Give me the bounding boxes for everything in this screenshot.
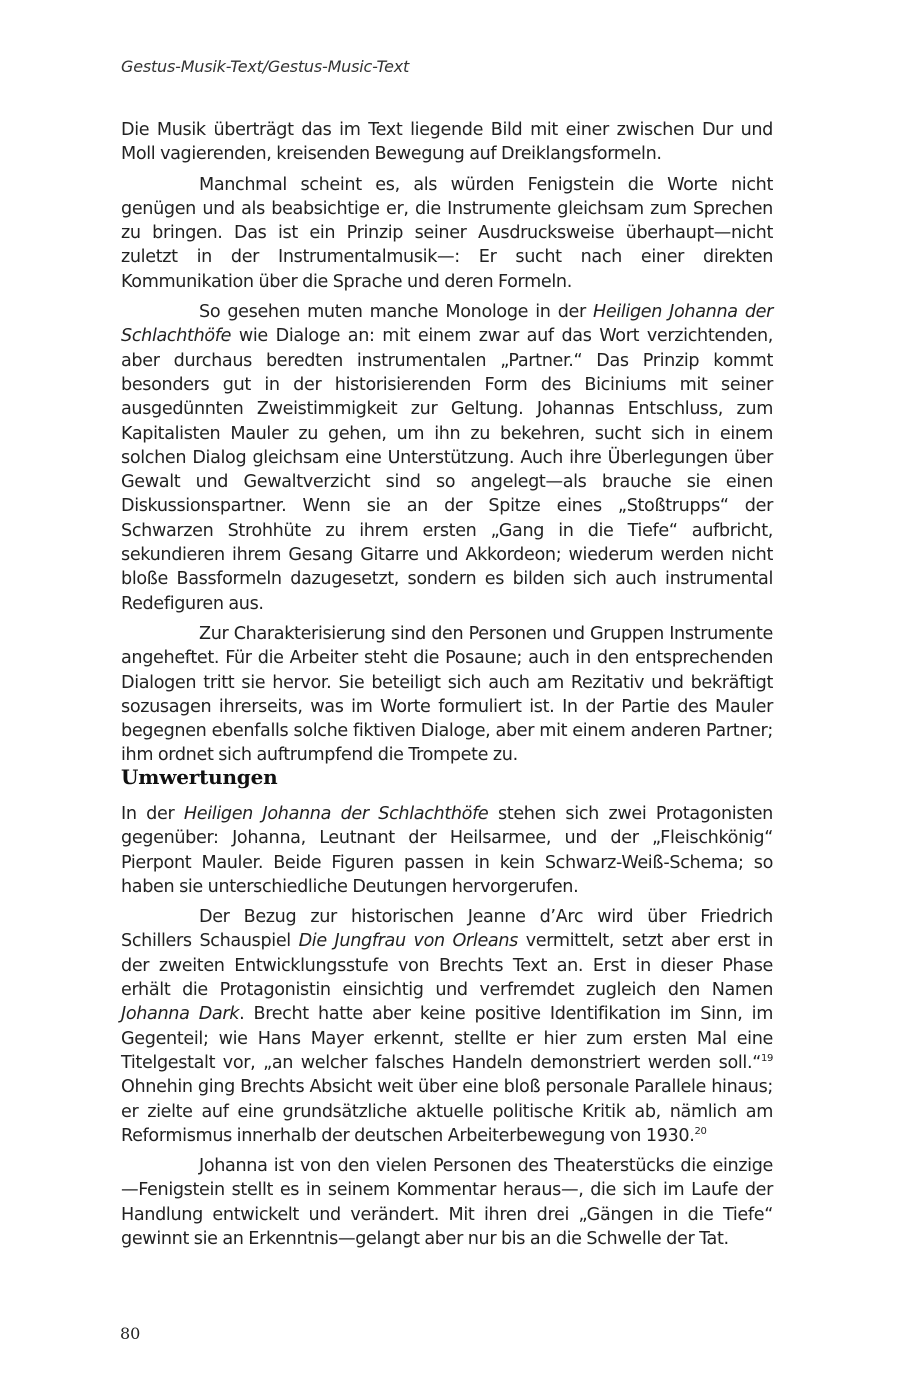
running-head: Gestus-Musik-Text/Gestus-Music-Text [121, 57, 410, 76]
text-run: wie Dialoge an: mit einem zwar auf das Wort verzichtenden, aber durchaus beredten instrumentalen „Partner.“ Das Prinzip kommt besonders gut in der historisierenden Form des Biciniums mit seiner ausgedünnten Zweistimmigkeit zur Geltung. Johannas Entschluss, zum Kapitalisten Mauler zu gehen, um ihn zu bekehren, sucht sich in einem solchen Dialog gleichsam eine Unterstützung. Auch ihre Überlegungen über Gewalt und Gewaltverzicht sind so angelegt—als brauche sie einen Diskussionspartner. Wenn sie an der Spitze eines „Stoßtrupps“ der Schwarzen Strohhüte zu ihrem ersten „Gang in die Tiefe“ aufbricht, sekundieren ihrem Gesang Gitarre und Akkordeon; wiederum werden nicht bloße Bassformeln dazugesetzt, sondern es bilden sich auch instrumental Redefiguren aus. [121, 326, 773, 614]
text-run: Ohnehin ging Brechts Absicht weit über eine bloß personale Parallele hinaus; er zielte auf eine grundsätzliche aktuelle politische Kritik ab, nämlich am Reformismus innerhalb der deutschen Arbeiterbewegung von 1930. [121, 1077, 773, 1146]
text-run: So gesehen muten manche Monologe in der [199, 302, 593, 323]
italic-name: Johanna Dark [121, 1004, 240, 1025]
paragraph [121, 802, 773, 899]
section-heading: Umwertungen [121, 765, 278, 789]
section-body-1 [121, 118, 773, 768]
footnote-ref: 19 [760, 1053, 773, 1065]
text-run: stehen sich zwei Protagonisten gegenüber: Johanna, Leutnant der Heilsarmee, und der „Fleischkönig“ Pierpont Mauler. Beide Figuren passen in kein Schwarz-Weiß-Schema; so haben sie unterschiedliche Deutungen hervorgerufen. [121, 804, 773, 897]
footnote-ref: 20 [694, 1126, 707, 1137]
italic-title: Heiligen Johanna der Schlachthöfe [183, 804, 489, 824]
paragraph: Zur Charakterisierung sind den Personen und Gruppen Instrumente angeheftet. Für die Arbeiter steht die Posaune; auch in den entsprechenden Dialogen tritt sie hervor. Sie beteiligt sich auch am Rezitativ und bekräftigt sozusagen ihrerseits, was im Worte formuliert ist. In der Partie des Mauler begegnen ebenfalls solche fiktiven Dialoge, aber mit einem anderen Partner; ihm ordnet sich auftrumpfend die Trompete zu. [121, 623, 773, 766]
text-run: . Brecht hatte aber keine positive Identifikation im Sinn, im Gegenteil; wie Hans Mayer erkennt, stellte er hier zum ersten Mal eine Titelgestalt vor, „an welcher falsches Handeln demonstriert werden soll.“ [121, 1004, 773, 1073]
paragraph: Manchmal scheint es, als würden Fenigstein die Worte nicht genügen und als beabsichtige er, die Instrumente gleichsam zum Sprechen zu bringen. Das ist ein Prinzip seiner Ausdrucksweise überhaupt—nicht zuletzt in der Instrumentalmusik—: Er sucht nach einer direkten Kommunikation über die Sprache und deren Formeln. [121, 174, 773, 292]
section-body-2 [121, 802, 773, 1251]
paragraph [121, 300, 773, 616]
italic-title: Heiligen Johanna der Schlachthöfe [121, 302, 773, 347]
text-run: Der Bezug zur historischen Jeanne d’Arc wird über Friedrich Schillers Schauspiel [121, 907, 773, 952]
text-run: vermittelt, setzt aber erst in der zweiten Entwicklungsstufe von Brechts Text an. Erst in dieser Phase erhält die Protagonistin einsichtig und verfremdet zugleich den Namen [121, 931, 773, 1001]
page-number: 80 [120, 1324, 141, 1343]
paragraph: Die Musik überträgt das im Text liegende Bild mit einer zwischen Dur und Moll vagierenden, kreisenden Bewegung auf Dreiklangsformeln. [121, 120, 773, 165]
text-run: In der [121, 804, 184, 824]
paragraph: Johanna ist von den vielen Personen des Theaterstücks die einzige—Fenigstein stellt es in seinem Kommentar heraus—, die sich im Laufe der Handlung entwickelt und verändert. Mit ihren drei „Gängen in die Tiefe“ gewinnt sie an Erkenntnis—gelangt aber nur bis an die Schwelle der Tat. [121, 1156, 773, 1250]
italic-title: Die Jungfrau von Orleans [298, 931, 518, 952]
paragraph [121, 905, 773, 1148]
